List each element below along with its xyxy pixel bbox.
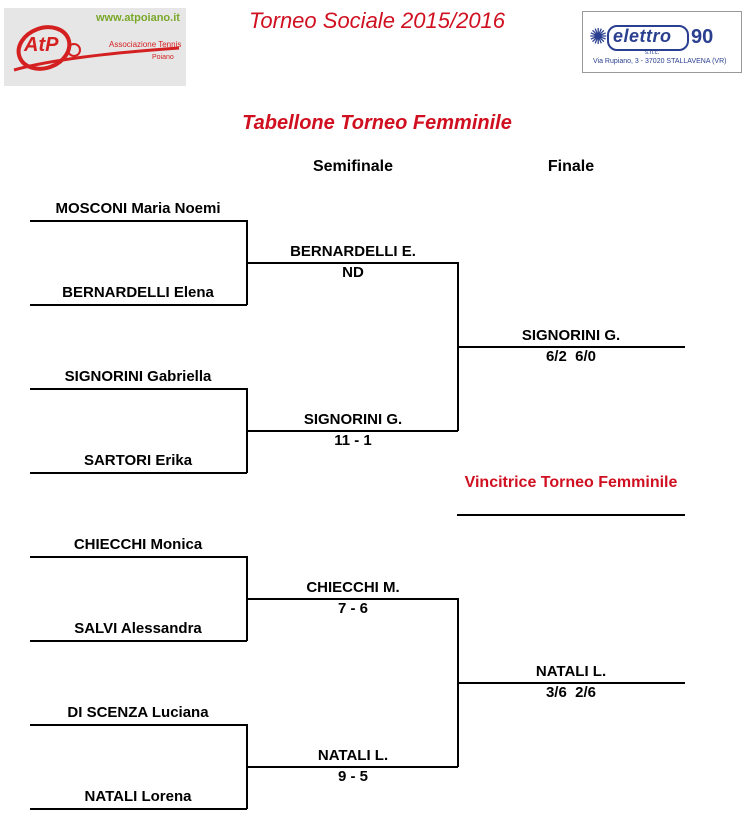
final-score: 3/6 2/6 <box>545 684 597 701</box>
player-name: BERNARDELLI Elena <box>62 284 214 301</box>
final-winner: SIGNORINI G. <box>521 327 621 344</box>
bracket-line <box>246 598 458 600</box>
semifinal-score: 9 - 5 <box>337 768 368 785</box>
bracket-line <box>30 556 247 558</box>
site-url[interactable]: www.atpoiano.it <box>96 12 180 24</box>
semifinal-score: ND <box>342 264 364 281</box>
bracket-line <box>457 682 685 684</box>
association-name: Associazione Tennis <box>109 40 182 49</box>
logo-initials: AtP <box>24 34 59 56</box>
player-name: SIGNORINI Gabriella <box>64 368 212 385</box>
semifinal-score: 11 - 1 <box>334 432 372 449</box>
bracket-title: Tabellone Torneo Femminile <box>242 112 512 134</box>
bracket-line <box>246 262 458 264</box>
column-header-final: Finale <box>547 158 595 175</box>
bracket-line <box>457 346 685 348</box>
bracket-line <box>30 640 247 642</box>
bracket-line <box>30 808 247 810</box>
final-score: 6/2 6/0 <box>545 348 597 365</box>
semifinal-winner: BERNARDELLI E. <box>290 243 416 260</box>
semifinal-score: 7 - 6 <box>337 600 368 617</box>
association-place: Poiano <box>152 54 174 61</box>
bracket-line <box>30 220 247 222</box>
semifinal-winner: CHIECCHI M. <box>306 579 400 596</box>
player-name: CHIECCHI Monica <box>73 536 203 553</box>
bracket-line <box>30 304 247 306</box>
sponsor-address: Via Rupiano, 3 - 37020 STALLAVENA (VR) <box>593 58 727 65</box>
player-name: NATALI Lorena <box>84 788 192 805</box>
final-winner: NATALI L. <box>535 663 607 680</box>
champion-label: Vincitrice Torneo Femminile <box>464 474 678 491</box>
player-name: SALVI Alessandra <box>74 620 202 637</box>
sponsor-logo <box>582 11 742 73</box>
bracket-line <box>30 724 247 726</box>
bracket-line <box>30 388 247 390</box>
bracket-line <box>30 472 247 474</box>
sponsor-number: 90 <box>691 26 714 48</box>
sponsor-brand: elettro <box>613 26 672 46</box>
bracket-line <box>246 766 458 768</box>
player-name: SARTORI Erika <box>83 452 193 469</box>
column-header-semifinal: Semifinale <box>312 158 394 175</box>
player-name: MOSCONI Maria Noemi <box>55 200 221 217</box>
page-title: Torneo Sociale 2015/2016 <box>248 8 506 33</box>
sponsor-suffix: s.n.c. <box>645 50 660 56</box>
semifinal-winner: SIGNORINI G. <box>303 411 403 428</box>
champion-line <box>457 514 685 516</box>
player-name: DI SCENZA Luciana <box>67 704 209 721</box>
semifinal-winner: NATALI L. <box>317 747 389 764</box>
spark-icon: ✺ <box>589 24 608 49</box>
bracket-line <box>246 430 458 432</box>
